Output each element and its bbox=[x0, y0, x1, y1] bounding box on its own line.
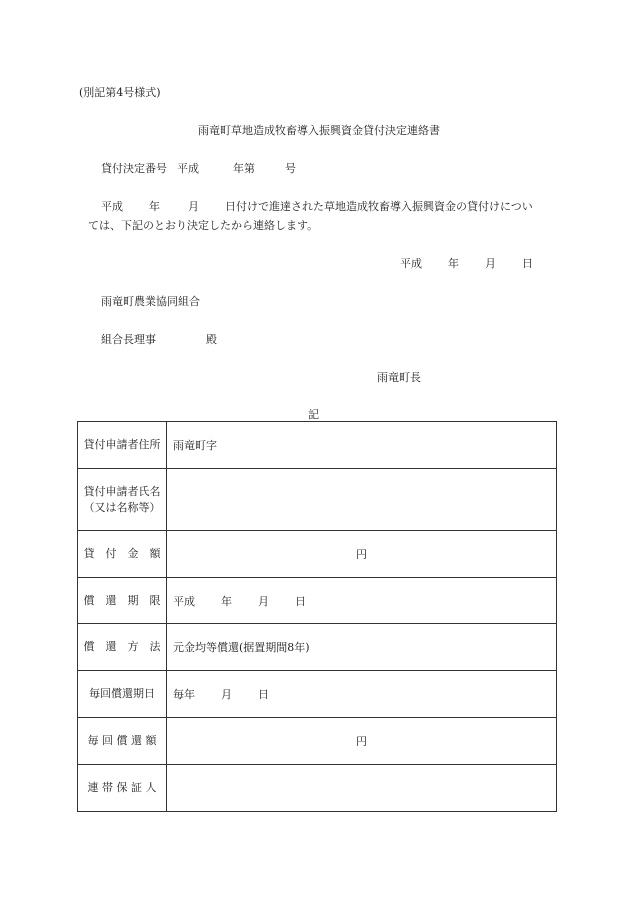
table-row bbox=[78, 531, 557, 578]
row-value: 円 bbox=[167, 531, 557, 578]
recipient-title: 組合長理事 bbox=[101, 333, 156, 346]
date-month: 月 bbox=[485, 257, 496, 270]
row-value: 円 bbox=[167, 718, 557, 765]
decision-number-line bbox=[101, 160, 296, 176]
decision-number-label: 貸付決定番号 bbox=[101, 162, 167, 175]
row-label-line-1: 貸付申請者氏名 bbox=[83, 484, 161, 498]
row-label: 連 帯 保 証 人 bbox=[78, 765, 167, 812]
row-value bbox=[167, 469, 557, 531]
deadline-year: 年 bbox=[221, 594, 232, 608]
ki-heading: 記 bbox=[308, 408, 319, 421]
body-text: 日付けで進達された草地造成牧畜導入振興資金の貸付けについ bbox=[225, 200, 533, 213]
decision-number-suffix: 号 bbox=[285, 162, 296, 175]
payment-date-day: 日 bbox=[258, 688, 269, 701]
row-label-line-2: （又は名称等） bbox=[83, 500, 161, 514]
row-label: 償 還 方 法 bbox=[78, 624, 167, 671]
row-value: 元金均等償還(据置期間8年) bbox=[167, 624, 557, 671]
loan-detail-table bbox=[77, 421, 557, 812]
row-label: 毎回償還期日 bbox=[78, 671, 167, 718]
body-month: 月 bbox=[188, 200, 199, 213]
row-label: 毎 回 償 還 額 bbox=[78, 718, 167, 765]
payment-date-month: 月 bbox=[221, 688, 232, 701]
decision-number-era: 平成 bbox=[177, 162, 199, 175]
body-era: 平成 bbox=[101, 200, 123, 213]
table-row bbox=[78, 671, 557, 718]
row-label: 貸付申請者住所 bbox=[78, 422, 167, 469]
date-day: 日 bbox=[522, 257, 533, 270]
row-value: 雨竜町字 bbox=[167, 422, 557, 469]
table-row bbox=[78, 469, 557, 531]
table-row bbox=[78, 624, 557, 671]
deadline-month: 月 bbox=[258, 594, 269, 608]
body-paragraph-line-2: ては、下記のとおり決定したから連絡します。 bbox=[88, 219, 319, 232]
table-row bbox=[78, 422, 557, 469]
date-year: 年 bbox=[448, 257, 459, 270]
table-row bbox=[78, 578, 557, 624]
issue-date bbox=[400, 255, 533, 271]
row-value bbox=[167, 671, 557, 718]
row-value bbox=[167, 578, 557, 624]
recipient-honorific: 殿 bbox=[206, 333, 217, 346]
row-label bbox=[78, 469, 167, 531]
recipient-person bbox=[101, 331, 217, 347]
recipient-organization: 雨竜町農業協同組合 bbox=[101, 295, 200, 308]
row-value bbox=[167, 765, 557, 812]
deadline-era: 平成 bbox=[173, 594, 195, 608]
deadline-day: 日 bbox=[295, 594, 306, 608]
table-row bbox=[78, 718, 557, 765]
payment-date-prefix: 毎年 bbox=[173, 688, 195, 701]
decision-number-year-suffix: 年第 bbox=[233, 162, 255, 175]
document-title: 雨竜町草地造成牧畜導入振興資金貸付決定連絡書 bbox=[198, 124, 440, 137]
body-paragraph-line-1 bbox=[101, 198, 533, 214]
row-label: 貸 付 金 額 bbox=[78, 531, 167, 578]
body-year: 年 bbox=[149, 200, 160, 213]
form-number-label: (別記第4号様式) bbox=[79, 86, 161, 99]
issuer-name: 雨竜町長 bbox=[377, 371, 421, 384]
date-era: 平成 bbox=[400, 257, 422, 270]
row-label: 償 還 期 限 bbox=[78, 578, 167, 624]
table-row bbox=[78, 765, 557, 812]
